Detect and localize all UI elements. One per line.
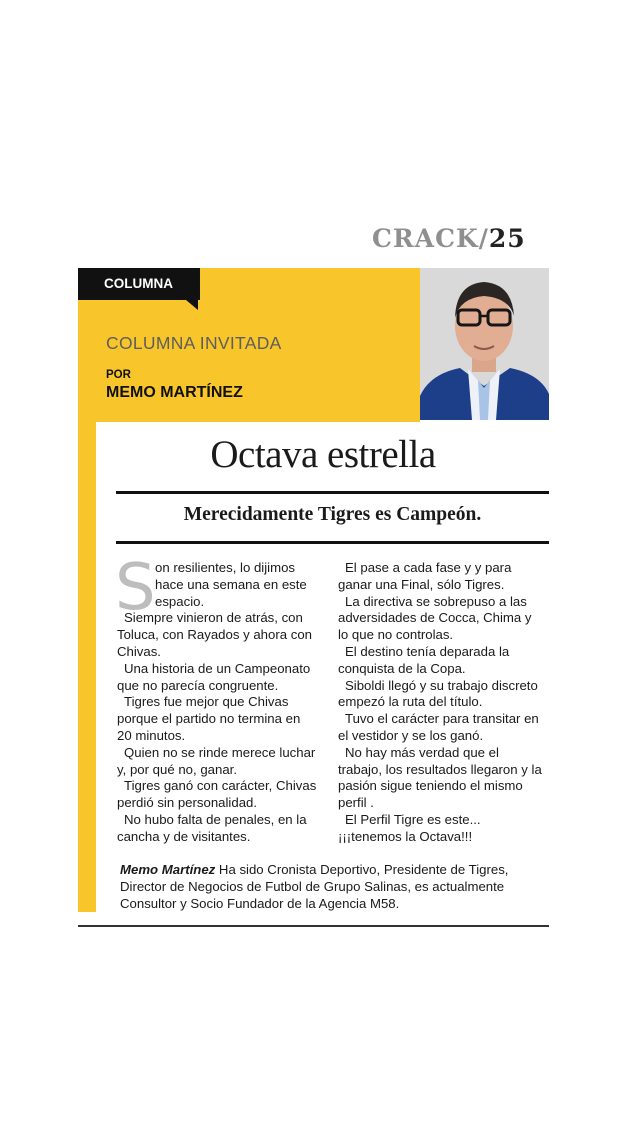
author-bio-text: Ha sido Cronista Deportivo, Presidente de Tigres, Director de Negocios de Futbol de Grupo Salinas, es actualmente Consultor y Socio Fundador de la Agencia M58.	[120, 862, 509, 911]
yellow-side-strip	[78, 422, 96, 912]
article-paragraph: No hubo falta de penales, en la cancha y de visitantes.	[117, 811, 307, 844]
author-photo	[420, 268, 549, 420]
article-paragraph: hace una semana en este	[155, 576, 307, 592]
masthead-section: CRACK	[372, 224, 479, 253]
author-bio	[120, 862, 548, 912]
article-paragraph: Tuvo el carácter para transitar en el vestidor y se los ganó.	[338, 711, 539, 743]
article-paragraph: Siempre vinieron de atrás, con Toluca, con Rayados y ahora con Chivas.	[117, 610, 312, 659]
masthead-separator: /	[478, 224, 489, 253]
column-type-label: COLUMNA INVITADA	[106, 333, 282, 353]
article-paragraph: El destino tenía deparada la conquista de la Copa.	[338, 643, 510, 676]
headline-rule-bottom	[116, 541, 549, 544]
author-bio-name: Memo Martínez	[120, 862, 216, 877]
drop-cap: S	[115, 551, 156, 625]
article-paragraph: on resilientes, lo dijimos	[155, 560, 295, 575]
headline: Octava estrella	[210, 433, 436, 476]
article-paragraph: El pase a cada fase y y para ganar una Final, sólo Tigres.	[338, 560, 512, 592]
author-name: MEMO MARTÍNEZ	[106, 384, 243, 401]
article-paragraph: Tigres ganó con carácter, Chivas perdió sin personalidad.	[117, 778, 317, 811]
article-paragraph: Tigres fue mejor que Chivas porque el partido no termina en 20 minutos.	[117, 694, 301, 743]
masthead	[372, 224, 552, 258]
article-column-left	[115, 551, 317, 846]
article-paragraph: Una historia de un Campeonato que no parecía congruente.	[117, 660, 311, 693]
article-paragraph: El Perfil Tigre es este... ¡¡¡tenemos la Octava!!!	[338, 811, 481, 844]
article-paragraph: espacio.	[155, 593, 205, 609]
by-label: POR	[106, 369, 131, 381]
column-badge: COLUMNA	[78, 268, 200, 300]
article-column-right	[338, 560, 543, 846]
masthead-page-number: 25	[488, 224, 526, 253]
headline-rule-top	[116, 491, 549, 494]
subheadline: Merecidamente Tigres es Campeón.	[183, 504, 482, 525]
article-paragraph: No hay más verdad que el trabajo, los resultados llegaron y la pasión sigue teniendo el mismo perfil .	[338, 744, 542, 811]
article-paragraph: Quien no se rinde merece luchar y, por qué no, ganar.	[117, 744, 316, 777]
article-end-rule	[78, 925, 549, 927]
article-paragraph: Siboldi llegó y su trabajo discreto empezó la ruta del título.	[338, 677, 538, 710]
article-paragraph: La directiva se sobrepuso a las adversidades de Cocca, Chima y lo que no controlas.	[338, 593, 532, 643]
